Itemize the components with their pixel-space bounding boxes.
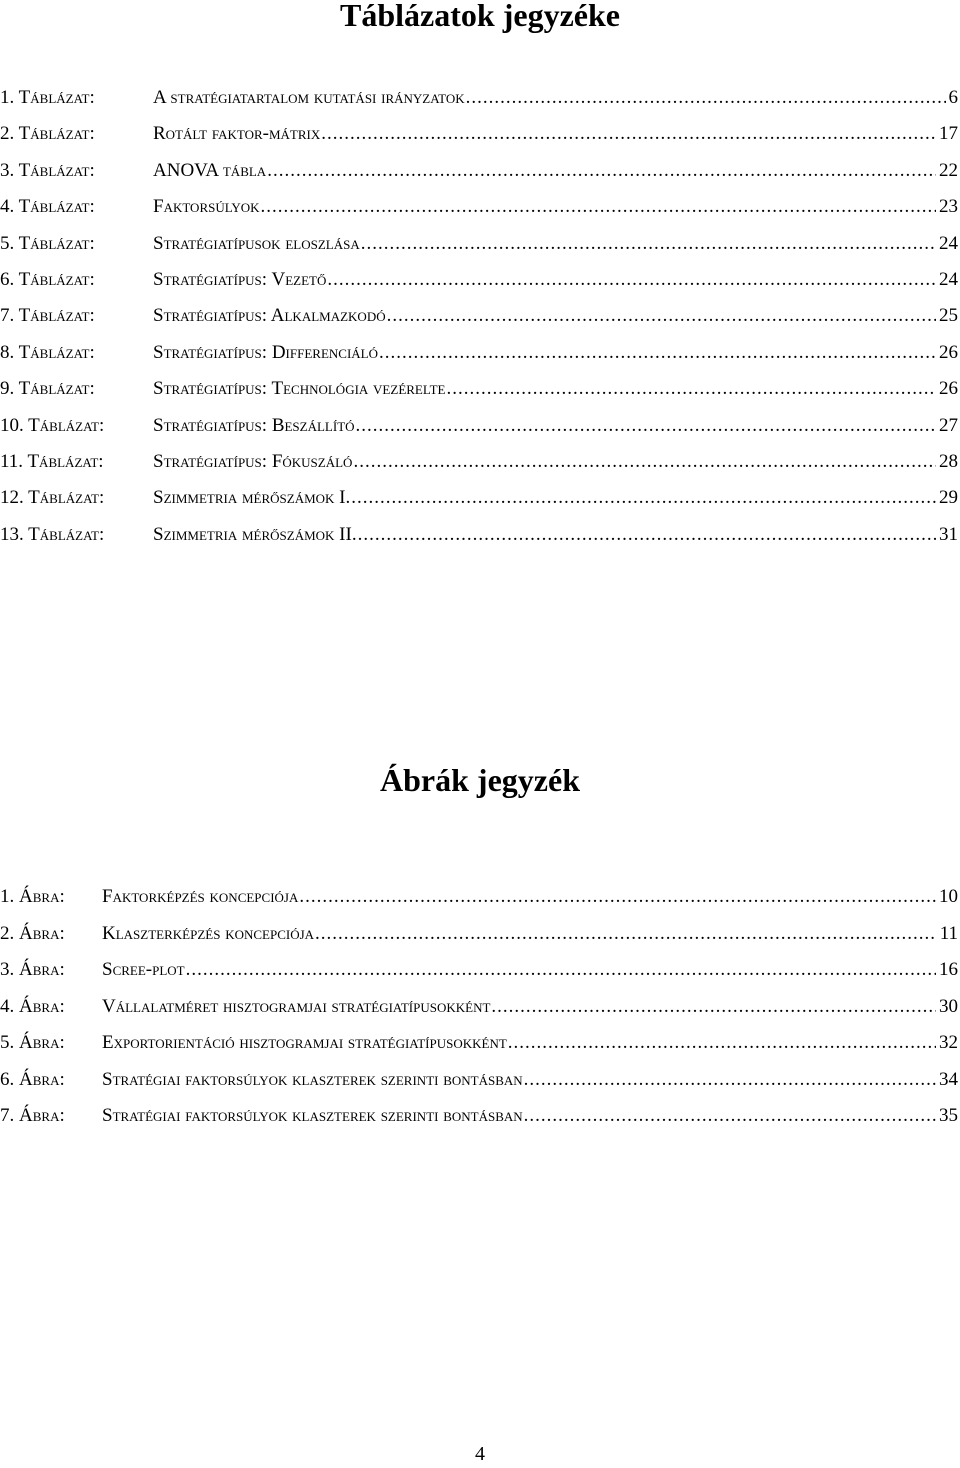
table-entry-page-number: 29	[939, 487, 958, 509]
figure-entry[interactable]	[0, 886, 960, 923]
figure-entry[interactable]	[0, 1069, 960, 1106]
figure-entry-label: 7. Ábra:	[0, 1105, 65, 1126]
dot-leader	[321, 123, 936, 145]
tables-list	[0, 87, 960, 560]
table-entry[interactable]	[0, 87, 960, 123]
table-entry-page-number: 24	[939, 232, 958, 254]
table-entry-title: Stratégiatípusok eloszlása	[153, 232, 360, 254]
dot-leader	[299, 886, 936, 908]
table-entry-page-number: 27	[939, 414, 958, 436]
page-number: 4	[475, 1443, 485, 1465]
table-entry-page-number: 31	[939, 523, 958, 545]
dot-leader	[361, 233, 936, 255]
figure-entry-title: Scree-plot	[102, 959, 185, 980]
table-entry-page-number: 6	[948, 87, 958, 108]
figure-entry[interactable]	[0, 923, 960, 960]
table-entry[interactable]	[0, 378, 960, 414]
table-entry-label: 1. Táblázat:	[0, 87, 95, 108]
dot-leader	[267, 160, 936, 182]
table-entry-title: ANOVA tábla	[153, 159, 267, 181]
table-entry-label: 3. Táblázat:	[0, 159, 95, 181]
table-entry-title: Rotált faktor-mátrix	[153, 123, 321, 145]
dot-leader	[358, 524, 936, 546]
figure-entry[interactable]	[0, 1032, 960, 1069]
table-entry-title: A stratégiatartalom kutatási irányzatok	[153, 87, 465, 108]
table-entry-page-number: 28	[939, 450, 958, 472]
figures-list	[0, 886, 960, 1142]
table-entry-title: Stratégiatípus: Differenciáló	[153, 341, 378, 363]
figure-entry-label: 4. Ábra:	[0, 995, 65, 1017]
table-entry-title: Stratégiatípus: Technológia vezérelte	[153, 378, 446, 400]
dot-leader	[491, 996, 936, 1018]
table-entry-label: 4. Táblázat:	[0, 196, 95, 218]
table-entry-title: Stratégiatípus: Vezető	[153, 268, 327, 290]
table-entry[interactable]	[0, 342, 960, 378]
table-entry-label: 8. Táblázat:	[0, 341, 95, 363]
figure-entry-page-number: 11	[939, 922, 958, 944]
figure-entry-title: Faktorképzés koncepciója	[102, 886, 299, 907]
table-entry-label: 12. Táblázat:	[0, 487, 105, 509]
dot-leader	[353, 451, 936, 473]
tables-list-heading: Táblázatok jegyzéke	[340, 0, 620, 33]
table-entry[interactable]	[0, 487, 960, 523]
table-entry-label: 2. Táblázat:	[0, 123, 95, 145]
table-entry-title: Szimmetria mérőszámok II.	[153, 523, 357, 545]
figure-entry-label: 3. Ábra:	[0, 959, 65, 980]
table-entry-page-number: 17	[939, 123, 958, 145]
figure-entry-label: 2. Ábra:	[0, 922, 65, 944]
table-entry-title: Szimmetria mérőszámok I.	[153, 487, 351, 509]
figure-entry-page-number: 34	[939, 1068, 958, 1090]
dot-leader	[351, 487, 936, 509]
table-entry-page-number: 23	[939, 196, 958, 218]
figure-entry-title: Vállalatméret hisztogramjai stratégiatípusokként	[102, 995, 491, 1017]
dot-leader	[327, 269, 936, 291]
table-entry[interactable]	[0, 196, 960, 232]
table-entry-title: Faktorsúlyok	[153, 196, 260, 218]
dot-leader	[186, 959, 936, 981]
dot-leader	[356, 415, 936, 437]
table-entry-page-number: 24	[939, 268, 958, 290]
figure-entry-page-number: 30	[939, 995, 958, 1017]
dot-leader	[447, 378, 937, 400]
table-entry-label: 7. Táblázat:	[0, 305, 95, 327]
figure-entry-title: Stratégiai faktorsúlyok klaszterek szerinti bontásban	[102, 1068, 523, 1090]
figure-entry-label: 5. Ábra:	[0, 1032, 65, 1053]
table-entry-page-number: 26	[939, 341, 958, 363]
table-entry-label: 13. Táblázat:	[0, 523, 105, 545]
figure-entry-page-number: 32	[939, 1032, 958, 1053]
table-entry-page-number: 22	[939, 159, 958, 181]
table-entry[interactable]	[0, 269, 960, 305]
dot-leader	[261, 196, 936, 218]
dot-leader	[524, 1069, 936, 1091]
table-entry-page-number: 25	[939, 305, 958, 327]
figure-entry-page-number: 35	[939, 1105, 958, 1126]
figure-entry-page-number: 10	[939, 886, 958, 907]
dot-leader	[524, 1105, 936, 1127]
figures-list-heading: Ábrák jegyzék	[380, 762, 580, 798]
table-entry-page-number: 26	[939, 378, 958, 400]
figure-entry-label: 1. Ábra:	[0, 886, 65, 907]
figure-entry-title: Stratégiai faktorsúlyok klaszterek szerinti bontásban	[102, 1105, 523, 1126]
table-entry-title: Stratégiatípus: Fókuszáló	[153, 450, 353, 472]
figure-entry-title: Exportorientáció hisztogramjai stratégiatípusokként	[102, 1032, 507, 1053]
table-entry[interactable]	[0, 160, 960, 196]
table-entry-title: Stratégiatípus: Alkalmazkodó	[153, 305, 386, 327]
dot-leader	[379, 342, 936, 364]
figure-entry-title: Klaszterképzés koncepciója	[102, 922, 315, 944]
dot-leader	[315, 923, 937, 945]
table-entry[interactable]	[0, 451, 960, 487]
table-entry-label: 9. Táblázat:	[0, 378, 95, 400]
dot-leader	[508, 1032, 936, 1054]
table-entry[interactable]	[0, 305, 960, 341]
table-entry[interactable]	[0, 524, 960, 560]
dot-leader	[387, 305, 936, 327]
table-entry-label: 5. Táblázat:	[0, 232, 95, 254]
table-entry-label: 10. Táblázat:	[0, 414, 105, 436]
table-entry[interactable]	[0, 233, 960, 269]
figure-entry-page-number: 16	[939, 959, 958, 980]
table-entry-label: 6. Táblázat:	[0, 268, 95, 290]
table-entry[interactable]	[0, 415, 960, 451]
figure-entry[interactable]	[0, 996, 960, 1033]
table-entry-label: 11. Táblázat:	[0, 450, 104, 472]
dot-leader	[466, 87, 946, 109]
figure-entry[interactable]	[0, 1105, 960, 1142]
table-entry[interactable]	[0, 123, 960, 159]
figure-entry[interactable]	[0, 959, 960, 996]
figure-entry-label: 6. Ábra:	[0, 1068, 65, 1090]
table-entry-title: Stratégiatípus: Beszállító	[153, 414, 355, 436]
